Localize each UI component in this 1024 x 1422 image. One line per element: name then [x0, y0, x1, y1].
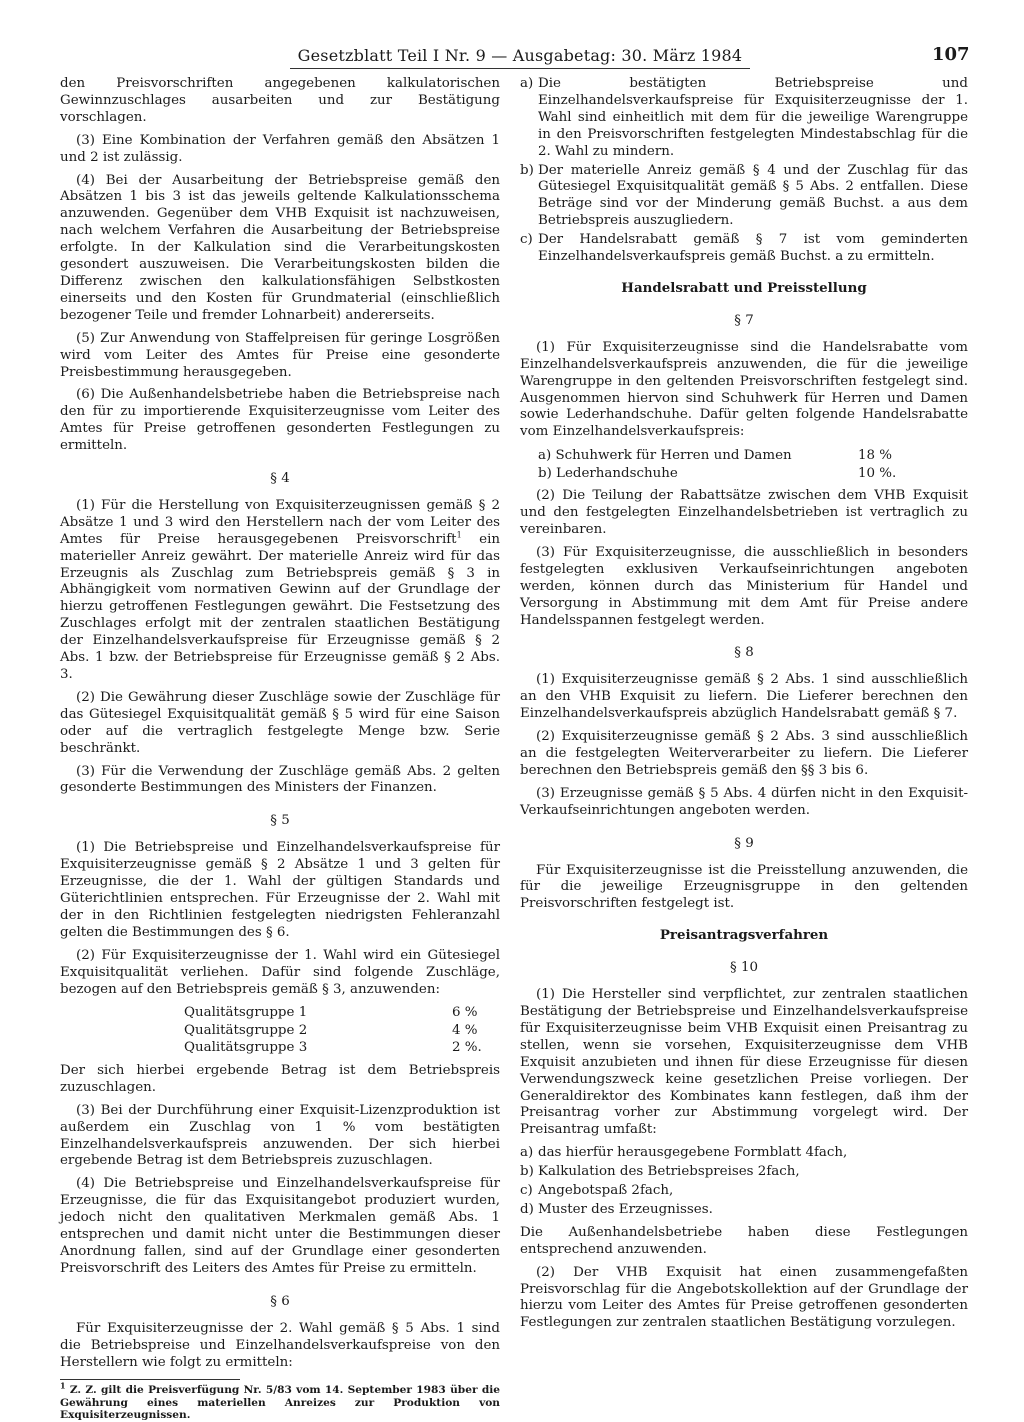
- table-cell: Qualitätsgruppe 1: [184, 1005, 308, 1021]
- list-item-text: Der Handelsrabatt gemäß § 7 ist vom geminderten Einzelhandelsverkaufspreis gemäß Buchst. a zu ermitteln.: [538, 232, 968, 265]
- paragraph: (1) Die Hersteller sind verpflichtet, zur zentralen staatlichen Bestätigung der Betriebspreise und Einzelhandelsverkaufspreise für Exquisiterzeugnisse beim VHB Exquisit einen Preisantrag zu stellen, wenn sie vorsehen, Exquisiterzeugnisse dem VHB Exquisit anzubieten und ihnen für diese Erzeugnisse für diesen Verwendungszweck keine gesetzlichen Preise vorliegen. Der Generaldirektor des Kombinates kann festlegen, daß ihm der Preisantrag vorher zur Abstimmung vorgelegt wird. Der Preisantrag umfaßt:: [520, 987, 968, 1138]
- list-marker: c): [520, 1183, 533, 1199]
- list-marker: a): [520, 1145, 534, 1161]
- paragraph: (3) Erzeugnisse gemäß § 5 Abs. 4 dürfen nicht in den Exquisit-Verkaufseinrichtungen angeboten werden.: [520, 785, 968, 818]
- list-item: [520, 232, 968, 266]
- table-cell: 10 %.: [858, 465, 897, 481]
- paragraph: Die Außenhandelsbetriebe haben diese Festlegungen entsprechend anzuwenden.: [520, 1224, 968, 1257]
- paragraph: (2) Exquisiterzeugnisse gemäß § 2 Abs. 3 sind ausschließlich an die festgelegten Weiterverarbeiter zu liefern. Die Lieferer berechnen den Betriebspreis gemäß den §§ 3 bis 6.: [520, 729, 968, 778]
- section-title-6: § 6: [270, 1293, 290, 1309]
- list-item-text: Die bestätigten Betriebspreise und Einzelhandelsverkaufspreise für Exquisiterzeugnisse der 1. Wahl sind einheitlich mit dem für die jeweilige Warengruppe in den Preisvorschriften festgelegten Mindestabschlag für die 2. Wahl zu mindern.: [538, 76, 968, 159]
- quality-group-table: [60, 1004, 482, 1057]
- paragraph: (3) Für die Verwendung der Zuschläge gemäß Abs. 2 gelten gesonderte Bestimmungen des Ministers der Finanzen.: [60, 763, 500, 796]
- section-heading: Handelsrabatt und Preisstellung: [621, 279, 867, 296]
- left-column: [60, 76, 500, 1422]
- table-cell: 6 %: [452, 1005, 478, 1021]
- paragraph: (1) Exquisiterzeugnisse gemäß § 2 Abs. 1 sind ausschließlich an den VHB Exquisit zu liefern. Die Lieferer berechnen den Einzelhandelsverkaufspreis abzüglich Handelsrabatt gemäß § 7.: [520, 672, 968, 722]
- paragraph: (3) Eine Kombination der Verfahren gemäß den Absätzen 1 und 2 ist zulässig.: [60, 132, 500, 165]
- footnote: [60, 1380, 500, 1422]
- paragraph: (5) Zur Anwendung von Staffelpreisen für geringe Losgrößen wird vom Leiter des Amtes für Preise eine gesonderte Preisbestimmung herausgegeben.: [60, 330, 500, 380]
- paragraph: (2) Für Exquisiterzeugnisse der 1. Wahl wird ein Gütesiegel Exquisitqualität verliehen. Dafür sind folgende Zuschläge, bezogen auf den Betriebspreis gemäß § 3, anzuwenden:: [60, 947, 500, 997]
- page-number: 107: [932, 44, 970, 65]
- list: [520, 76, 968, 266]
- text-run: ein materieller Anreiz gewährt. Der materielle Anreiz wird für das Erzeugnis als Zuschlag zum Betriebspreis gemäß § 3 in Abhängigkeit vom normativen Gewinn auf der Grundlage der hierzu getroffenen Festlegungen gewährt. Die Festsetzung des Zuschlages erfolgt mit der zentralen staatlichen Bestätigung der Einzelhandelsverkaufspreise für Erzeugnisse gemäß § 2 Abs. 1 bzw. der Betriebspreise für Erzeugnisse gemäß § 2 Abs. 3.: [60, 531, 501, 682]
- list-item-text: Kalkulation des Betriebspreises 2fach,: [538, 1164, 800, 1180]
- table-cell: Qualitätsgruppe 3: [184, 1040, 308, 1056]
- list-item-text: das hierfür herausgegebene Formblatt 4fach,: [538, 1145, 848, 1161]
- list-item-text: Der materielle Anreiz gemäß § 4 und der Zuschlag für das Gütesiegel Exquisitqualität gemäß § 5 Abs. 2 entfallen. Diese Beträge sind vor der Minderung gemäß Buchst. a aus dem Betriebspreis auszugliedern.: [538, 162, 968, 229]
- discount-table: [520, 447, 968, 482]
- footnote-rule: [60, 1379, 240, 1380]
- paragraph: (2) Die Teilung der Rabattsätze zwischen dem VHB Exquisit und den festgelegten Einzelhandelsbetrieben ist vertraglich zu vereinbaren.: [520, 488, 968, 538]
- section-title-4: § 4: [270, 471, 290, 487]
- right-column: [520, 76, 968, 1338]
- section-title-5: § 5: [270, 813, 290, 829]
- paragraph: Der sich hierbei ergebende Betrag ist dem Betriebspreis zuzuschlagen.: [60, 1062, 500, 1095]
- table-row: [520, 465, 968, 483]
- table-row: [60, 1039, 482, 1057]
- header-rule: [290, 68, 750, 69]
- list-item: [520, 1202, 968, 1219]
- paragraph: Für Exquisiterzeugnisse ist die Preisstellung anzuwenden, die für die jeweilige Erzeugnisgruppe in den geltenden Preisvorschriften festgelegt ist.: [520, 862, 968, 912]
- table-row: [520, 447, 968, 465]
- paragraph: (4) Bei der Ausarbeitung der Betriebspreise gemäß den Absätzen 1 bis 3 ist das jeweils geltende Kalkulationsschema anzuwenden. Gegenüber dem VHB Exquisit ist nachzuweisen, nach welchem Verfahren die Ausarbeitung der Betriebspreise erfolgte. In der Kalkulation sind die Verarbeitungskosten gesondert auszuweisen. Die Verarbeitungskosten bilden die Differenz zwischen den kalkulationsfähigen Selbstkosten einerseits und den Kosten für Grundmaterial (einschließlich bezogener Teile und fremder Lohnarbeit) andererseits.: [60, 172, 500, 323]
- list-item: [520, 1164, 968, 1181]
- text-run: (1) Für die Herstellung von Exquisiterzeugnissen gemäß § 2 Absätze 1 und 3 wird den Herstellern nach der vom Leiter des Amtes für Preise herausgegebenen Preisvorschrift: [60, 497, 500, 547]
- table-cell: b) Lederhandschuhe: [538, 465, 678, 481]
- list-marker: c): [520, 232, 533, 248]
- footnote-text: Z. Z. gilt die Preisverfügung Nr. 5/83 vom 14. September 1983 über die Gewährung eines materiellen Anreizes zur Produktion von Exquisiterzeugnissen.: [60, 1384, 500, 1422]
- paragraph: [60, 498, 500, 684]
- paragraph: (1) Die Betriebspreise und Einzelhandelsverkaufspreise für Exquisiterzeugnisse gemäß § 2 Absätze 1 und 3 gelten für Erzeugnisse, die der 1. Wahl der gültigen Standards und Güterichtlinien entsprechen. Für Erzeugnisse der 2. Wahl mit der in den Richtlinien festgelegten niedrigsten Fehleranzahl gelten die Bestimmungen des § 6.: [60, 840, 500, 940]
- list: [520, 1145, 968, 1219]
- paragraph: (2) Der VHB Exquisit hat einen zusammengefaßten Preisvorschlag für die Angebotskollektion auf der Grundlage der hierzu vom Leiter des Amtes für Preise getroffenen gesonderten Festlegungen zur zentralen staatlichen Bestätigung vorzulegen.: [520, 1264, 968, 1331]
- table-cell: 2 %.: [452, 1040, 482, 1056]
- table-cell: 18 %: [858, 448, 893, 464]
- section-title-9: § 9: [734, 835, 754, 851]
- table-row: [60, 1004, 482, 1022]
- paragraph: den Preisvorschriften angegebenen kalkulatorischen Gewinnzuschlages ausarbeiten und zur Bestätigung vorschlagen.: [60, 76, 500, 125]
- table-row: [60, 1022, 482, 1040]
- table-cell: 4 %: [452, 1022, 478, 1038]
- list-marker: b): [520, 162, 534, 178]
- list-marker: d): [520, 1201, 534, 1217]
- section-heading: Preisantragsverfahren: [659, 927, 829, 944]
- section-title-10: § 10: [730, 960, 758, 976]
- paragraph: Für Exquisiterzeugnisse der 2. Wahl gemäß § 5 Abs. 1 sind die Betriebspreise und Einzelhandelsverkaufspreise von den Herstellern wie folgt zu ermitteln:: [60, 1320, 500, 1370]
- list-item: [520, 1145, 968, 1162]
- list-item: [520, 76, 968, 161]
- list-marker: b): [520, 1164, 534, 1180]
- footnote-reference: 1: [456, 530, 462, 540]
- paragraph: (3) Bei der Durchführung einer Exquisit-Lizenzproduktion ist außerdem ein Zuschlag von 1 % vom bestätigten Einzelhandelsverkaufspreis anzuwenden. Der sich hierbei ergebende Betrag ist dem Betriebspreis zuzuschlagen.: [60, 1102, 500, 1169]
- list-item-text: Muster des Erzeugnisses.: [538, 1201, 713, 1217]
- section-title-8: § 8: [734, 645, 754, 661]
- table-cell: a) Schuhwerk für Herren und Damen: [538, 448, 792, 464]
- paragraph: (4) Die Betriebspreise und Einzelhandelsverkaufspreise für Erzeugnisse, die für das Exquisitangebot produziert wurden, jedoch nicht den qualitativen Merkmalen gemäß Abs. 1 entsprechen und damit nicht unter die Bestimmungen dieser Anordnung fallen, sind auf der Grundlage einer gesonderten Preisvorschrift des Leiters des Amtes für Preise zu ermitteln.: [60, 1176, 500, 1276]
- paragraph: (3) Für Exquisiterzeugnisse, die ausschließlich in besonders festgelegten exklusiven Verkaufseinrichtungen angeboten werden, können durch das Ministerium für Handel und Versorgung in Abstimmung mit dem Amt für Preise andere Handelsspannen festgelegt werden.: [520, 544, 968, 628]
- table-cell: Qualitätsgruppe 2: [184, 1022, 308, 1038]
- paragraph: (6) Die Außenhandelsbetriebe haben die Betriebspreise nach den für zu importierende Exquisiterzeugnisse vom Leiter des Amtes für Preise getroffenen gesonderten Festlegungen zu ermitteln.: [60, 387, 500, 454]
- list-item: [520, 163, 968, 231]
- paragraph: (1) Für Exquisiterzeugnisse sind die Handelsrabatte vom Einzelhandelsverkaufspreis anzuwenden, die für die jeweilige Warengruppe in den geltenden Preisvorschriften festgelegt sind. Ausgenommen hiervon sind Schuhwerk für Herren und Damen sowie Lederhandschuhe. Dafür gelten folgende Handelsrabatte vom Einzelhandelsverkaufspreis:: [520, 339, 968, 440]
- paragraph: (2) Die Gewährung dieser Zuschläge sowie der Zuschläge für das Gütesiegel Exquisitqualität gemäß § 5 wird für eine Saison oder auf die vertraglich festgelegte Menge bzw. Serie beschränkt.: [60, 689, 500, 756]
- page-header: [0, 40, 1024, 70]
- list-item: [520, 1183, 968, 1200]
- list-item-text: Angebotspaß 2fach,: [538, 1183, 674, 1199]
- list-marker: a): [520, 76, 534, 91]
- running-title: Gesetzblatt Teil I Nr. 9 — Ausgabetag: 30. März 1984: [297, 46, 743, 65]
- footnote-mark: 1: [60, 1380, 66, 1391]
- section-title-7: § 7: [734, 312, 754, 328]
